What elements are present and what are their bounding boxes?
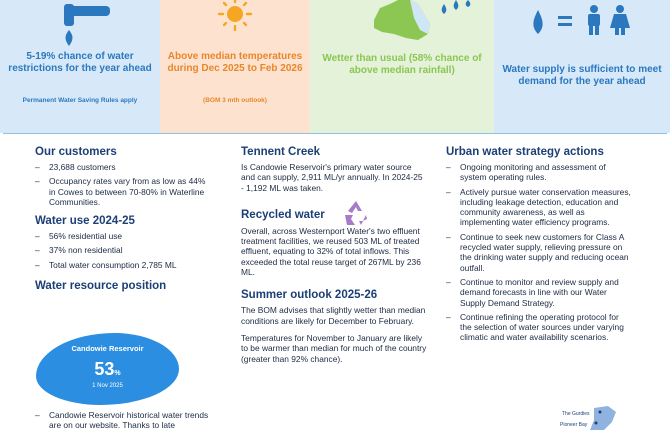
service-area-map: [550, 398, 670, 430]
list-item: – Candowie Reservoir historical water trends are on our website. Thanks to late: [35, 410, 213, 431]
reservoir-percent: [36, 359, 179, 380]
recycle-icon: [341, 199, 371, 227]
recycled-heading: Recycled water: [241, 208, 325, 221]
rainfall-text: Wetter than usual (58% chance of above median rainfall): [322, 53, 482, 76]
summer-text-1: The BOM advises that slightly wetter than median conditions are likely for December to February.: [241, 305, 426, 326]
reservoir-percent-value: 53: [94, 359, 115, 379]
list-item: – 56% residential use: [35, 231, 213, 241]
reservoir-date: 1 Nov 2025: [92, 383, 123, 389]
tap-icon: [58, 0, 114, 50]
restrictions-banner: [0, 0, 160, 133]
list-item: – 23,688 customers: [35, 162, 213, 172]
water-use-list: [35, 231, 213, 270]
list-item: – Total water consumption 2,785 ML: [35, 260, 213, 270]
rainfall-banner: [310, 0, 494, 133]
list-item: – Continue to seek new customers for Class A recycled water supply, relieving pressure on the drinking water supply and reducing ocean outfall.: [446, 232, 632, 273]
list-item: – Ongoing monitoring and assessment of system operating rules.: [446, 162, 632, 183]
column-left: [35, 146, 213, 293]
column-right: [446, 146, 632, 347]
section-divider: [3, 133, 667, 134]
temperature-note: (BOM 3 mth outlook): [203, 97, 267, 104]
list-item: – Continue to monitor and review supply and demand forecasts in line with our Water Supply Demand Strategy.: [446, 277, 632, 308]
resource-notes: [35, 410, 213, 435]
tennent-heading: Tennent Creek: [241, 146, 321, 158]
summer-heading: Summer outlook 2025-26: [241, 289, 378, 302]
water-use-heading: Water use 2024-25: [35, 215, 135, 228]
customers-heading: Our customers: [35, 146, 117, 158]
reservoir-name: Candowie Reservoir: [71, 344, 144, 353]
customers-list: [35, 162, 213, 207]
temperature-banner: [160, 0, 310, 133]
restrictions-note: Permanent Water Saving Rules apply: [22, 97, 138, 104]
sun-icon: [210, 0, 260, 34]
supply-banner: [494, 0, 670, 133]
map-label: The Gurdies: [562, 411, 590, 417]
recycled-text: Overall, across Westernport Water's two effluent treatment facilities, we reused 503 ML of treated effluent, equating to 32% of total inflows. This exceeded the total reuse target of 267ML by 236 ML.: [241, 225, 421, 278]
reservoir-percent-unit: %: [114, 370, 121, 377]
reservoir-level-badge: [36, 333, 179, 405]
restrictions-text: 5-19% chance of water restrictions for the year ahead: [8, 51, 152, 74]
list-item: – 37% non residential: [35, 245, 213, 255]
water-equals-people-icon: [528, 4, 638, 36]
temperature-text: Above median temperatures during Dec 2025 to Feb 2026: [167, 51, 303, 74]
map-label: Pioneer Bay: [560, 422, 588, 428]
summer-text-2: Temperatures for November to January are likely to be warmer than median for much of the country (greater than 92% chance).: [241, 332, 427, 364]
column-middle: [241, 146, 427, 364]
tennent-text: Is Candowie Reservoir's primary water source and can supply, 2,911 ML/yr annually. In 2024-25 - 1,192 ML was taken.: [241, 162, 423, 193]
list-item: – Continue refining the operating protocol for the selection of water sources under varying climatic and water availability scenarios.: [446, 312, 632, 343]
resource-heading: Water resource position: [35, 280, 167, 293]
australia-map-icon: [370, 0, 490, 44]
strategy-heading: Urban water strategy actions: [446, 146, 604, 158]
list-item: – Occupancy rates vary from as low as 44% in Cowes to between 70-80% in Waterline Communities.: [35, 176, 213, 207]
list-item: – Actively pursue water conservation measures, including leakage detection, education and community awareness, as well as implementing water efficiency programs.: [446, 187, 632, 228]
strategy-list: [446, 162, 632, 343]
supply-text: Water supply is sufficient to meet demand for the year ahead: [502, 64, 662, 87]
